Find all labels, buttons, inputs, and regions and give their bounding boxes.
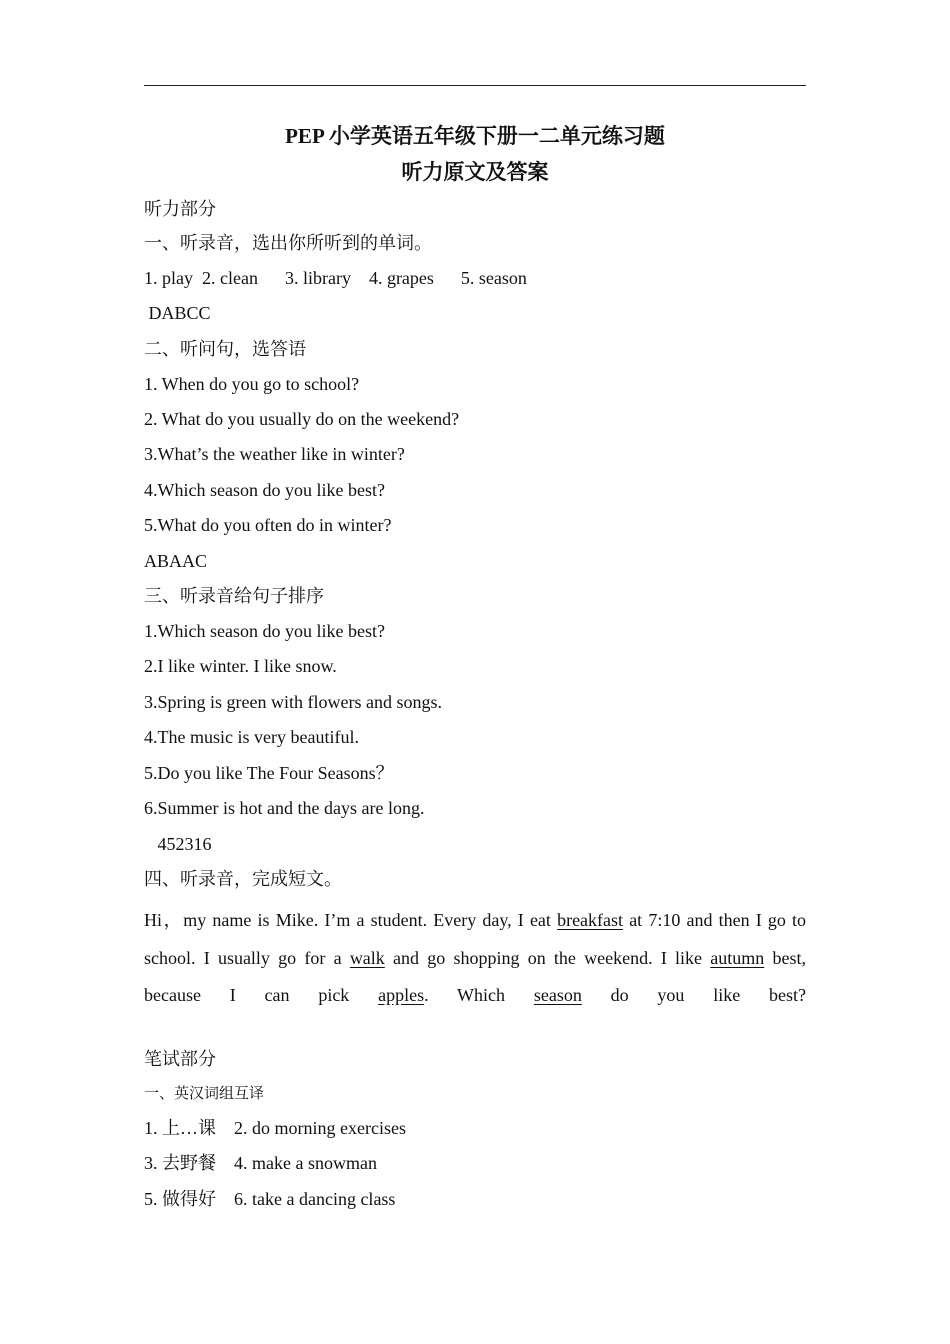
blank-answer: walk [349, 947, 385, 968]
part4-heading: 四、听录音，完成短文。 [144, 869, 342, 889]
part3-answer: 452316 [144, 834, 212, 854]
passage-text: and go shopping on the weekend. I like [384, 947, 711, 968]
blank-answer: autumn [710, 947, 765, 968]
phrase-item: 1. 上…课 2. do morning exercises [144, 1118, 406, 1138]
blank-answer: apples [378, 985, 425, 1005]
part1-words: 1. play 2. clean 3. library 4. grapes 5. season [144, 268, 527, 288]
passage-text: at 7:10 and then I go to school. I usually go for a [144, 910, 807, 968]
part3-sentence: 5.Do you like The Four Seasons？ [144, 763, 394, 783]
part2-heading: 二、听问句，选答语 [144, 339, 306, 359]
passage-line [144, 902, 807, 1005]
part2-question: 2. What do you usually do on the weekend? [144, 409, 460, 429]
part2-question: 1. When do you go to school? [144, 374, 360, 394]
header-rule [144, 85, 806, 86]
part3-sentence: 3.Spring is green with flowers and songs. [144, 692, 442, 712]
passage-text: . Which [424, 985, 534, 1005]
passage-text: Hi，my name is Mike. I’m a student. Every day, I eat [144, 910, 558, 930]
passage-text: best, because I can pick [144, 947, 807, 1005]
passage-text: do you like best? [581, 985, 806, 1005]
part3-heading: 三、听录音给句子排序 [144, 586, 324, 606]
listening-heading: 听力部分 [144, 199, 216, 219]
part2-question: 4.Which season do you like best? [144, 480, 385, 500]
part2-answer: ABAAC [144, 551, 208, 571]
part2-question: 5.What do you often do in winter? [144, 515, 392, 535]
written-part1-heading: 一、英汉词组互译 [144, 1086, 265, 1102]
phrase-item: 3. 去野餐 4. make a snowman [144, 1153, 377, 1173]
written-heading: 笔试部分 [144, 1049, 216, 1069]
part1-heading: 一、听录音，选出你所听到的单词。 [144, 233, 432, 253]
document-title: PEP 小学英语五年级下册一二单元练习题 [285, 124, 665, 148]
document-subtitle: 听力原文及答案 [401, 160, 549, 184]
blank-answer: breakfast [557, 910, 624, 930]
part4-passage [144, 902, 807, 1005]
blank-answer: season [533, 985, 582, 1005]
part1-answer: DABCC [144, 303, 211, 323]
phrase-item: 5. 做得好 6. take a dancing class [144, 1189, 396, 1209]
part3-sentence: 1.Which season do you like best? [144, 621, 385, 641]
part3-sentence: 6.Summer is hot and the days are long. [144, 798, 425, 818]
part3-sentence: 2.I like winter. I like snow. [144, 656, 337, 676]
part2-question: 3.What’s the weather like in winter? [144, 444, 405, 464]
part3-sentence: 4.The music is very beautiful. [144, 727, 359, 747]
